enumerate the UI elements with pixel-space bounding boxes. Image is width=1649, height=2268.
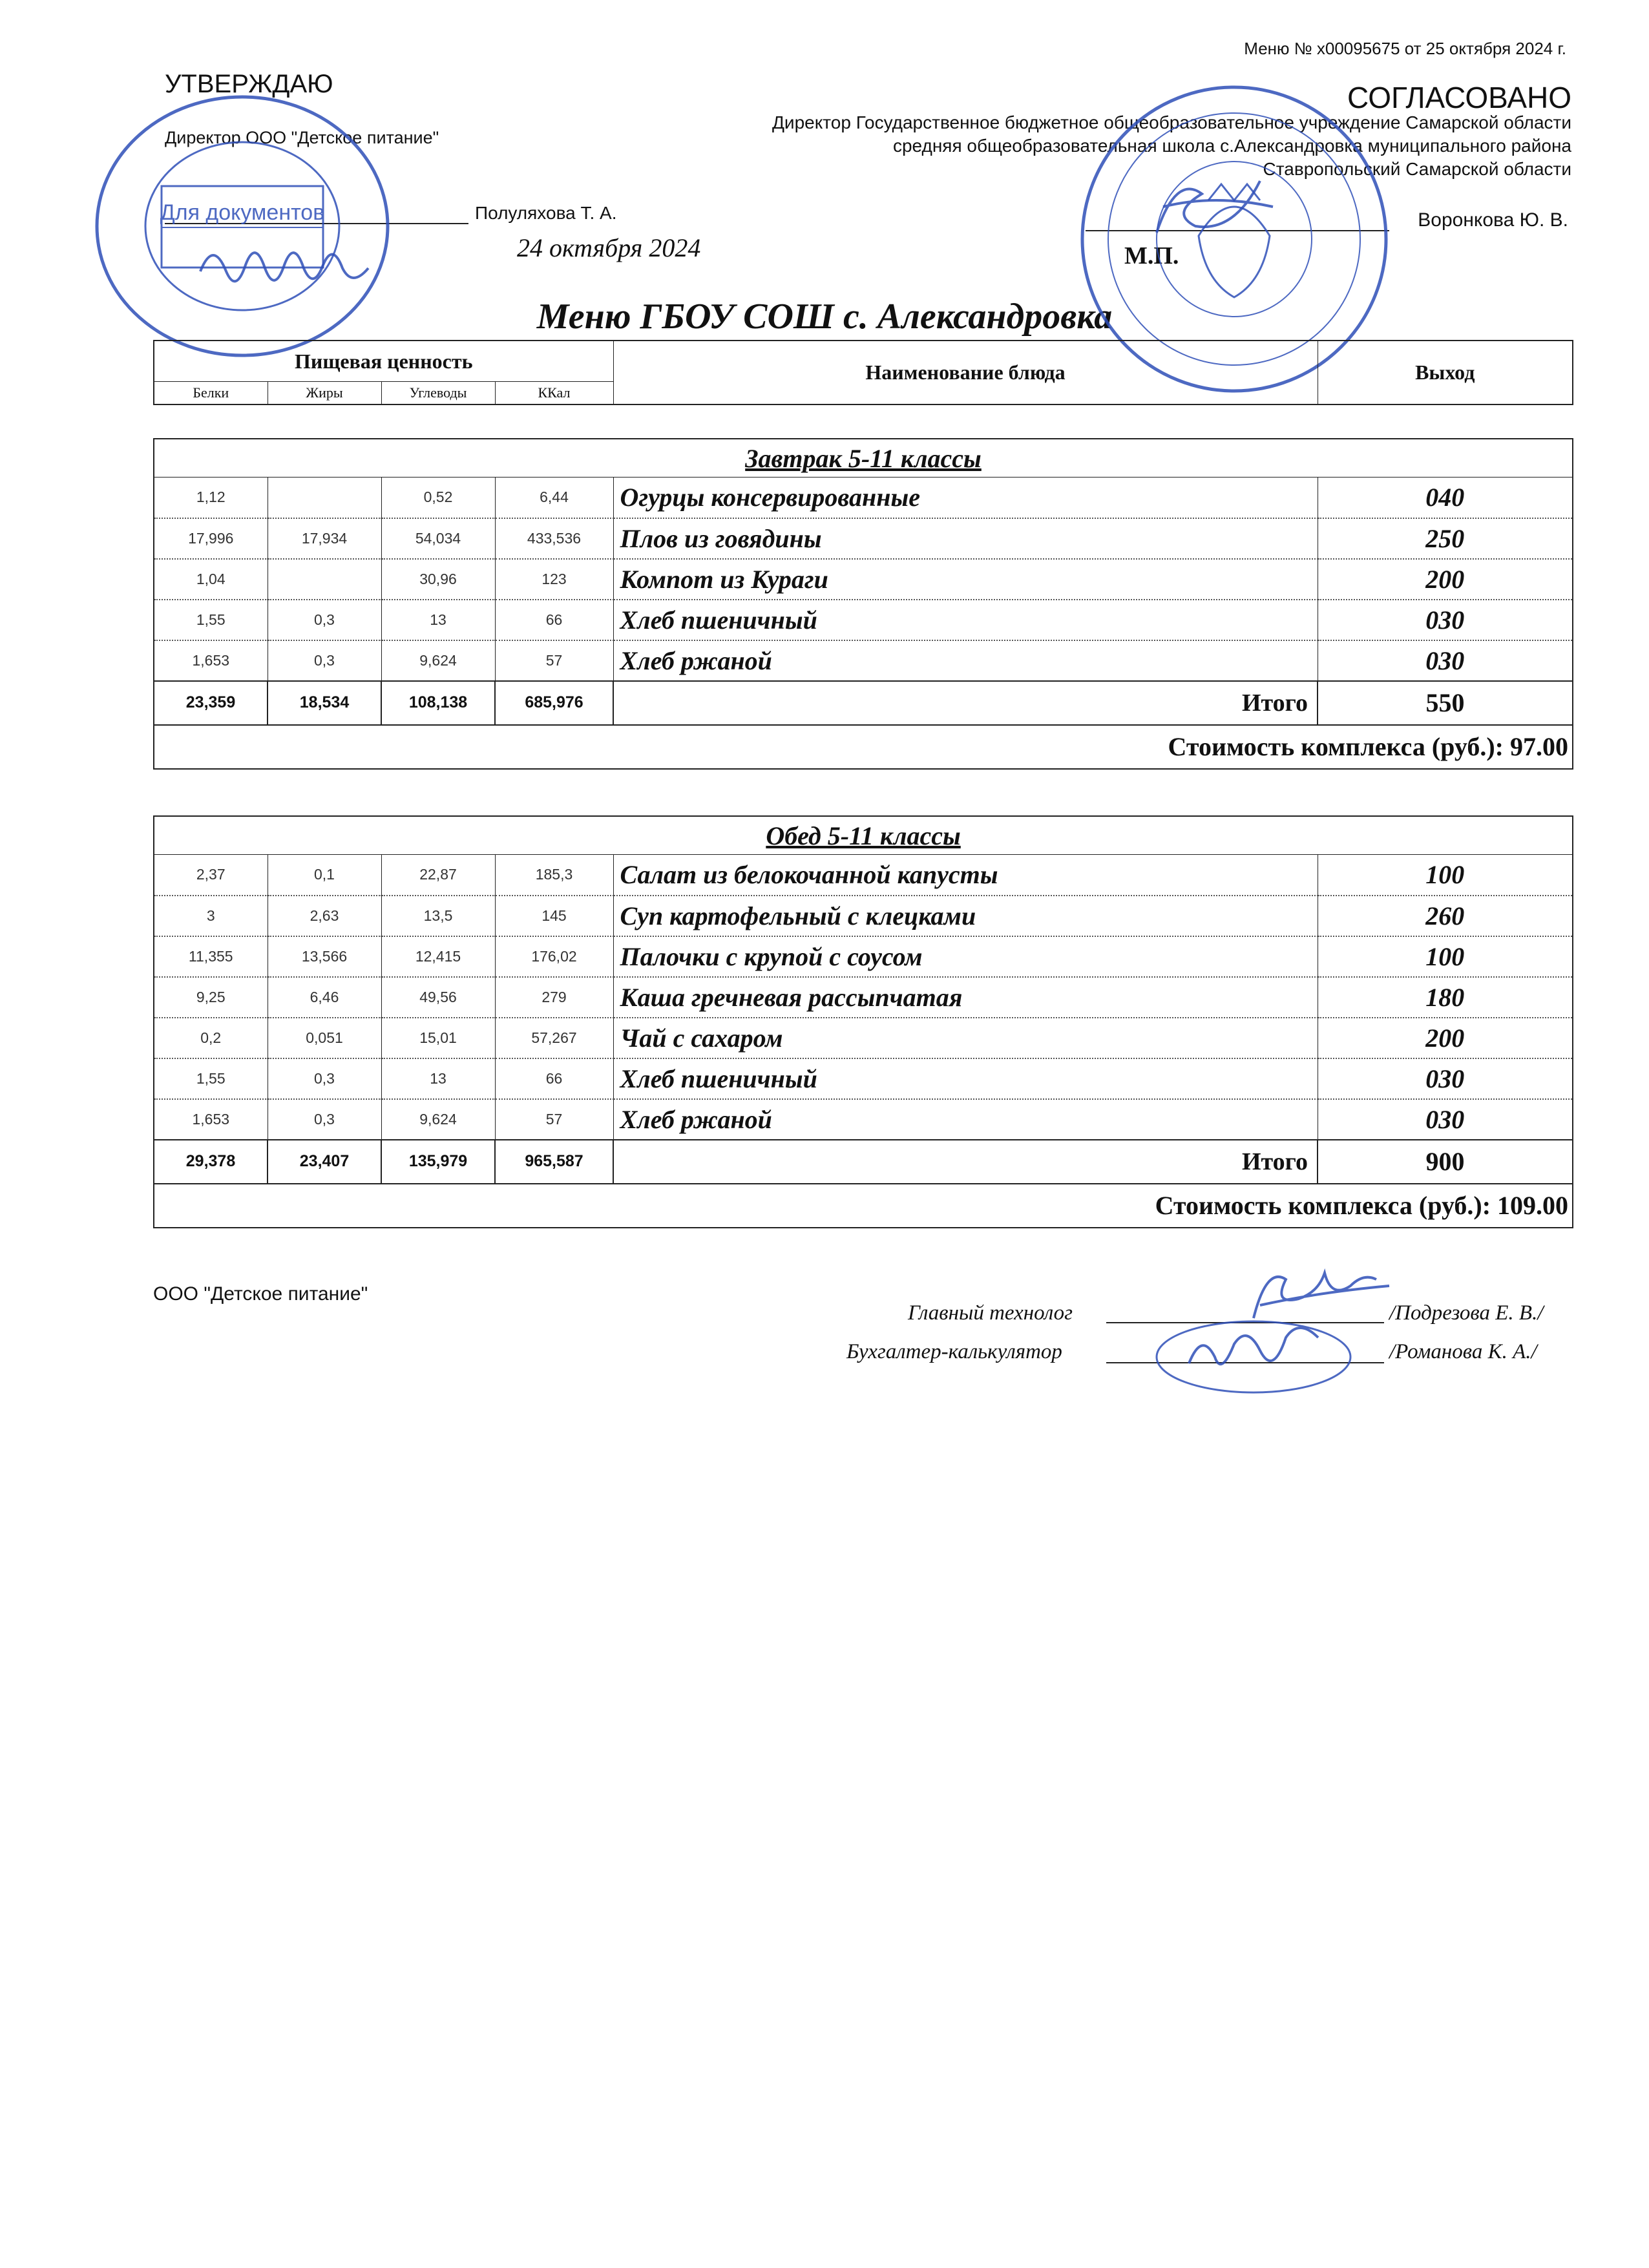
fat-cell: 0,3: [268, 1058, 381, 1099]
kcal-cell: 185,3: [495, 855, 613, 896]
table-row: [154, 600, 1573, 640]
protein-cell: 9,25: [154, 977, 268, 1018]
fat-cell: 17,934: [268, 518, 381, 559]
dish-cell: Хлеб пшеничный: [613, 1058, 1318, 1099]
agree-name: Воронкова Ю. В.: [1418, 209, 1568, 231]
fat-cell: 13,566: [268, 936, 381, 977]
carbs-cell: 49,56: [381, 977, 495, 1018]
yield-cell: 250: [1318, 518, 1573, 559]
kcal-cell: 176,02: [495, 936, 613, 977]
protein-cell: 2,37: [154, 855, 268, 896]
yield-cell: 030: [1318, 1099, 1573, 1140]
organization-footer: ООО "Детское питание": [153, 1283, 368, 1305]
carbs-cell: 0,52: [381, 478, 495, 518]
dish-name-header: Наименование блюда: [613, 341, 1318, 404]
carbs-cell: 13: [381, 600, 495, 640]
yield-cell: 100: [1318, 936, 1573, 977]
table-row: [154, 1099, 1573, 1140]
dish-cell: Чай с сахаром: [613, 1018, 1318, 1058]
fat-cell: 0,051: [268, 1018, 381, 1058]
lunch-title: Обед 5-11 классы: [154, 816, 1573, 855]
yield-cell: 030: [1318, 600, 1573, 640]
fat-cell: [268, 478, 381, 518]
dish-cell: Салат из белокочанной капусты: [613, 855, 1318, 896]
total-yield: 900: [1318, 1140, 1573, 1184]
accountant-role: Бухгалтер-калькулятор: [846, 1340, 1062, 1363]
yield-cell: 030: [1318, 1058, 1573, 1099]
carbs-header: Углеводы: [381, 382, 495, 405]
yield-cell: 100: [1318, 855, 1573, 896]
carbs-cell: 9,624: [381, 1099, 495, 1140]
approve-date: 24 октября 2024: [517, 233, 701, 262]
total-kcal: 685,976: [495, 681, 613, 725]
nutrition-header: Пищевая ценность: [154, 341, 613, 382]
protein-cell: 3: [154, 896, 268, 936]
stamp-text-top: Для документов: [160, 200, 325, 225]
fat-cell: [268, 559, 381, 600]
table-row: [154, 640, 1573, 681]
total-carbs: 135,979: [381, 1140, 495, 1184]
protein-cell: 1,12: [154, 478, 268, 518]
protein-cell: 0,2: [154, 1018, 268, 1058]
kcal-cell: 66: [495, 1058, 613, 1099]
yield-cell: 180: [1318, 977, 1573, 1018]
protein-cell: 1,55: [154, 600, 268, 640]
signature-agree-icon: [1137, 162, 1292, 252]
kcal-cell: 57: [495, 640, 613, 681]
table-row: [154, 855, 1573, 896]
breakfast-cost: Стоимость комплекса (руб.): 97.00: [154, 725, 1573, 769]
table-row: [154, 936, 1573, 977]
total-fat: 23,407: [268, 1140, 381, 1184]
fat-cell: 0,3: [268, 600, 381, 640]
signature-accountant-icon: [1150, 1312, 1357, 1402]
table-row: [154, 559, 1573, 600]
protein-header: Белки: [154, 382, 268, 405]
yield-cell: 200: [1318, 559, 1573, 600]
agree-role: Директор Государственное бюджетное общеобразовательное учреждение Самарской области средняя общеобразовательная школа с.Александровка муниципального района Ставропольский Самарской области: [772, 112, 1571, 179]
dish-cell: Хлеб ржаной: [613, 640, 1318, 681]
signature-approve-icon: [194, 233, 407, 304]
total-row: [154, 1140, 1573, 1184]
table-row: [154, 1058, 1573, 1099]
protein-cell: 11,355: [154, 936, 268, 977]
fat-cell: 0,3: [268, 1099, 381, 1140]
fat-cell: 0,1: [268, 855, 381, 896]
kcal-header: ККал: [495, 382, 613, 405]
dish-cell: Огурцы консервированные: [613, 478, 1318, 518]
kcal-cell: 123: [495, 559, 613, 600]
dish-cell: Хлеб пшеничный: [613, 600, 1318, 640]
company-stamp-icon: [90, 90, 394, 362]
dish-cell: Компот из Кураги: [613, 559, 1318, 600]
breakfast-table: [153, 438, 1573, 770]
kcal-cell: 57: [495, 1099, 613, 1140]
carbs-cell: 13,5: [381, 896, 495, 936]
table-row: [154, 478, 1573, 518]
protein-cell: 1,04: [154, 559, 268, 600]
dish-cell: Плов из говядины: [613, 518, 1318, 559]
dish-cell: Хлеб ржаной: [613, 1099, 1318, 1140]
carbs-cell: 30,96: [381, 559, 495, 600]
fat-cell: 6,46: [268, 977, 381, 1018]
approve-role: Директор ООО "Детское питание": [165, 128, 439, 147]
fat-cell: 0,3: [268, 640, 381, 681]
total-protein: 29,378: [154, 1140, 268, 1184]
carbs-cell: 12,415: [381, 936, 495, 977]
kcal-cell: 279: [495, 977, 613, 1018]
total-kcal: 965,587: [495, 1140, 613, 1184]
total-carbs: 108,138: [381, 681, 495, 725]
table-row: [154, 1018, 1573, 1058]
total-fat: 18,534: [268, 681, 381, 725]
yield-header: Выход: [1318, 341, 1573, 404]
protein-cell: 1,55: [154, 1058, 268, 1099]
agree-title: СОГЛАСОВАНО: [1347, 81, 1571, 114]
kcal-cell: 57,267: [495, 1018, 613, 1058]
lunch-cost: Стоимость комплекса (руб.): 109.00: [154, 1184, 1573, 1228]
total-row: [154, 681, 1573, 725]
kcal-cell: 433,536: [495, 518, 613, 559]
carbs-cell: 54,034: [381, 518, 495, 559]
kcal-cell: 6,44: [495, 478, 613, 518]
dish-cell: Палочки с крупой с соусом: [613, 936, 1318, 977]
dish-cell: Каша гречневая рассыпчатая: [613, 977, 1318, 1018]
fat-header: Жиры: [268, 382, 381, 405]
dish-cell: Суп картофельный с клецками: [613, 896, 1318, 936]
table-row: [154, 896, 1573, 936]
kcal-cell: 66: [495, 600, 613, 640]
column-header-table: [153, 340, 1573, 405]
protein-cell: 17,996: [154, 518, 268, 559]
carbs-cell: 22,87: [381, 855, 495, 896]
carbs-cell: 9,624: [381, 640, 495, 681]
approve-name: Полуляхова Т. А.: [475, 203, 617, 223]
tech-role: Главный технолог: [908, 1301, 1073, 1325]
lunch-table: [153, 815, 1573, 1228]
yield-cell: 260: [1318, 896, 1573, 936]
yield-cell: 040: [1318, 478, 1573, 518]
accountant-name: /Романова К. А./: [1389, 1340, 1537, 1363]
total-label: Итого: [613, 1140, 1318, 1184]
total-yield: 550: [1318, 681, 1573, 725]
total-label: Итого: [613, 681, 1318, 725]
table-row: [154, 977, 1573, 1018]
yield-cell: 030: [1318, 640, 1573, 681]
approve-title: УТВЕРЖДАЮ: [165, 70, 333, 98]
table-row: [154, 518, 1573, 559]
protein-cell: 1,653: [154, 640, 268, 681]
mp-label: М.П.: [1124, 242, 1179, 269]
carbs-cell: 13: [381, 1058, 495, 1099]
breakfast-title: Завтрак 5-11 классы: [154, 439, 1573, 478]
fat-cell: 2,63: [268, 896, 381, 936]
total-protein: 23,359: [154, 681, 268, 725]
document-title: Меню ГБОУ СОШ с. Александровка: [536, 297, 1113, 337]
kcal-cell: 145: [495, 896, 613, 936]
menu-number: Меню № х00095675 от 25 октября 2024 г.: [1244, 39, 1566, 58]
carbs-cell: 15,01: [381, 1018, 495, 1058]
protein-cell: 1,653: [154, 1099, 268, 1140]
tech-name: /Подрезова Е. В./: [1389, 1301, 1544, 1325]
yield-cell: 200: [1318, 1018, 1573, 1058]
